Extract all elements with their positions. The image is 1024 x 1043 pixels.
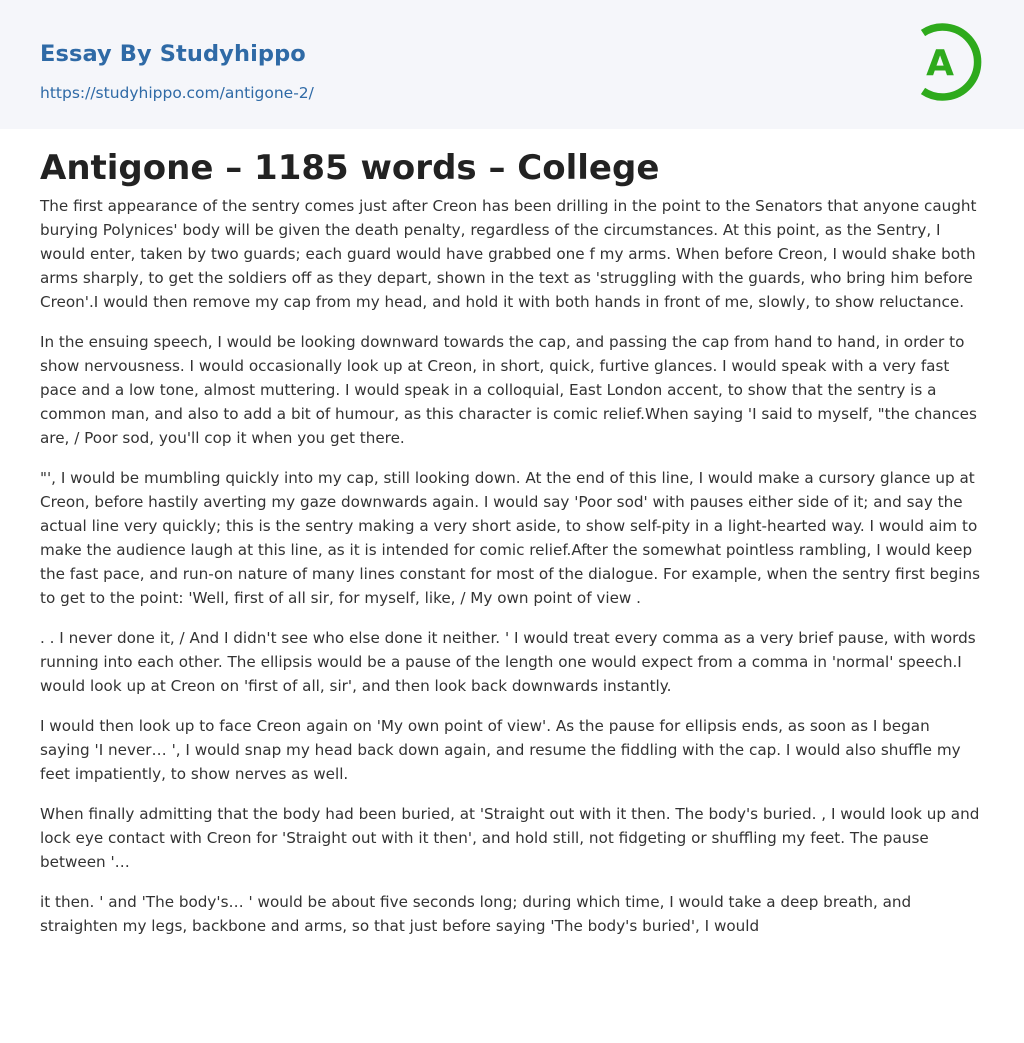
essay-paragraph: "', I would be mumbling quickly into my cap, still looking down. At the end of this line, I would make a cursory glance up at Creon, before hastily averting my gaze downwards again. I would say 'Poor sod' with pauses either side of it; and say the actual line very quickly; this is the sentry making a very short aside, to show self-pity in a light-hearted way. I would aim to make the audience laugh at this line, as it is intended for comic relief.After the somewhat pointless rambling, I would keep the fast pace, and run-on nature of many lines constant for most of the dialogue. For example, when the sentry first begins to get to the point: 'Well, first of all sir, for myself, like, / My own point of view . (40, 469, 981, 607)
essay-paragraph: When finally admitting that the body had been buried, at 'Straight out with it then. The body's buried. , I would look up and lock eye contact with Creon for 'Straight out with it then', and hold still, not fidgeting or shuffling my feet. The pause between '… (40, 805, 980, 871)
essay-paragraph: The first appearance of the sentry comes just after Creon has been drilling in the point to the Senators that anyone caught burying Polynices' body will be given the death penalty, regardless of the circumstances. At this point, as the Sentry, I would enter, taken by two guards; each guard would have grabbed one f my arms. When before Creon, I would shake both arms sharply, to get the soldiers off as they depart, shown in the text as 'struggling with the guards, who bring him before Creon'.I would then remove my cap from my head, and hold it with both hands in front of me, slowly, to show reluctance. (40, 197, 977, 311)
essay-paragraph: it then. ' and 'The body's… ' would be about five seconds long; during which time, I would take a deep breath, and straighten my legs, backbone and arms, so that just before saying 'The body's buried', I would (40, 893, 912, 935)
site-brand[interactable]: Essay By Studyhippo (40, 41, 306, 67)
studyhippo-logo-icon[interactable] (913, 19, 985, 105)
essay-title: Antigone – 1185 words – College (40, 148, 660, 188)
essay-paragraph: In the ensuing speech, I would be looking downward towards the cap, and passing the cap from hand to hand, in order to show nervousness. I would occasionally look up at Creon, in short, quick, furtive glances. I would speak with a very fast pace and a low tone, almost muttering. I would speak in a colloquial, East London accent, to show that the sentry is a common man, and also to add a bit of humour, as this character is comic relief.When saying 'I said to myself, "the chances are, / Poor sod, you'll cop it when you get there. (40, 333, 977, 447)
essay-body (40, 194, 984, 954)
logo-letter: A (926, 43, 954, 84)
essay-url-link[interactable]: https://studyhippo.com/antigone-2/ (40, 84, 314, 102)
essay-paragraph: I would then look up to face Creon again on 'My own point of view'. As the pause for ellipsis ends, as soon as I began saying 'I never… ', I would snap my head back down again, and resume the fiddling with the cap. I would also shuffle my feet impatiently, to show nerves as well. (40, 717, 961, 783)
essay-paragraph: . . I never done it, / And I didn't see who else done it neither. ' I would treat every comma as a very brief pause, with words running into each other. The ellipsis would be a pause of the length one would expect from a comma in 'normal' speech.I would look up at Creon on 'first of all, sir', and then look back downwards instantly. (40, 629, 976, 695)
